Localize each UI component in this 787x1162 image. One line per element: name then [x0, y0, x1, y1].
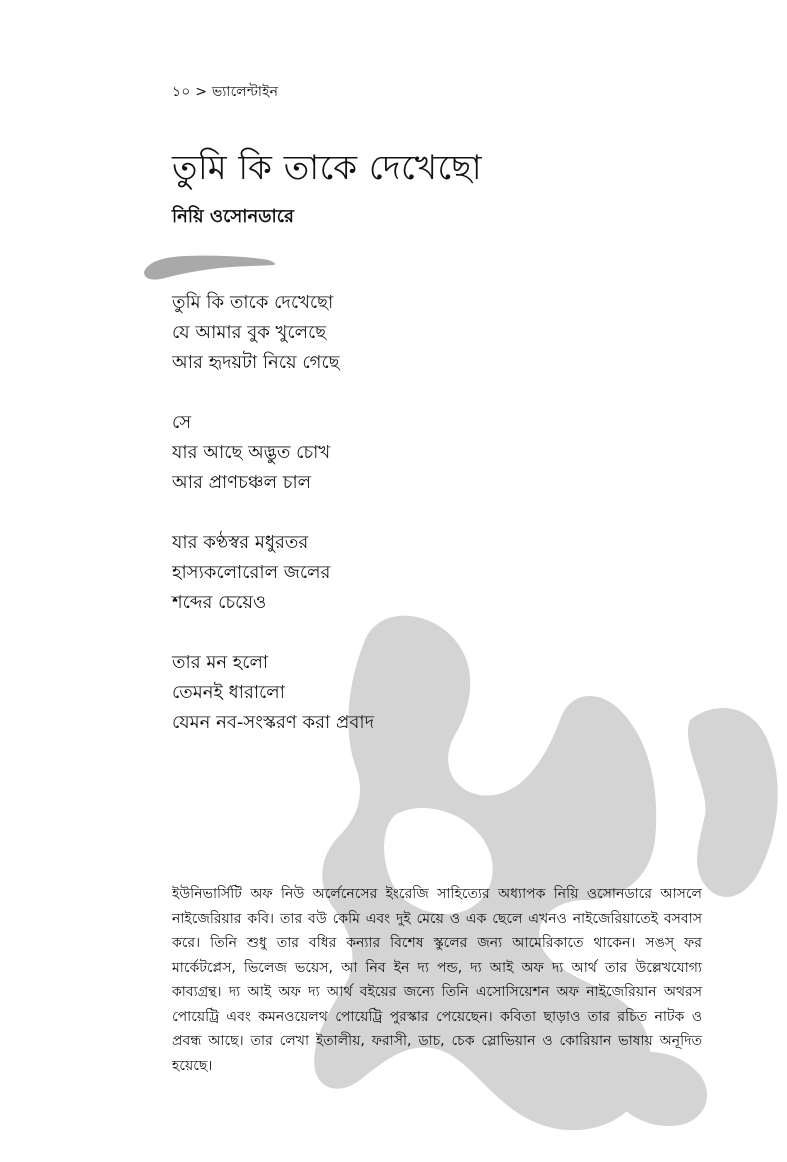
poem-line: হাস্যকলোরোল জলের [172, 562, 331, 583]
poem-line: যেমন নব-সংস্করণ করা প্রবাদ [172, 712, 375, 733]
brush-stroke-ornament [140, 250, 280, 284]
poem-title: তুমি কি তাকে দেখেছো [172, 148, 483, 188]
poem-body [172, 288, 374, 768]
stanza [172, 528, 374, 618]
poet-name: নিয়ি ওসোনডারে [172, 206, 294, 227]
running-header: ১০ > ভ্যালেন্টাইন [172, 84, 279, 100]
poem-line: শব্দের চেয়েও [172, 592, 267, 613]
calligraphy-stroke-right [688, 708, 778, 897]
stanza [172, 408, 374, 498]
poem-line: যে আমার বুক খুলেছে [172, 322, 327, 343]
poem-line: আর হৃদয়টা নিয়ে গেছে [172, 352, 340, 373]
poem-line: যার কণ্ঠস্বর মধুরতর [172, 532, 309, 553]
poem-line: তেমনই ধারালো [172, 682, 285, 703]
poem-line: তার মন হলো [172, 652, 269, 673]
stanza [172, 648, 374, 738]
stanza [172, 288, 374, 378]
poem-line: যার আছে অদ্ভুত চোখ [172, 442, 331, 463]
poem-line: সে [172, 412, 192, 433]
poem-line: আর প্রাণচঞ্চল চাল [172, 472, 312, 493]
author-bio: ইউনিভার্সিটি অফ নিউ অর্লেনেসের ইংরেজি সাহিত্যের অধ্যাপক নিয়ি ওসোনডারে আসলে নাইজেরিয়ার কবি। তার বউ কেমি এবং দুই মেয়ে ও এক ছেলে এখনও নাইজেরিয়াতেই বসবাস করে। তিনি শুধু তার বধির কন্যার বিশেষ স্কুলের জন্য আমেরিকাতে থাকেন। সঙস্ ফর মার্কেটপ্লেস, ভিলেজ ভয়েস, আ নিব ইন দ্য পন্ড, দ্য আই অফ দ্য আর্থ তার উল্লেখযোগ্য কাব্যগ্রন্থ। দ্য আই অফ দ্য আর্থ বইয়ের জন্যে তিনি এসোসিয়েশন অফ নাইজেরিয়ান অথরস পোয়েট্রি এবং কমনওয়েলথ পোয়েট্রি পুরস্কার পেয়েছেন। কবিতা ছাড়াও তার রচিত নাটক ও প্রবন্ধ আছে। তার লেখা ইতালীয়, ফরাসী, ডাচ, চেক স্লোভিয়ান ও কোরিয়ান ভাষায় অনূদিত হয়েছে। [172, 886, 702, 1074]
poem-line: তুমি কি তাকে দেখেছো [172, 292, 334, 313]
